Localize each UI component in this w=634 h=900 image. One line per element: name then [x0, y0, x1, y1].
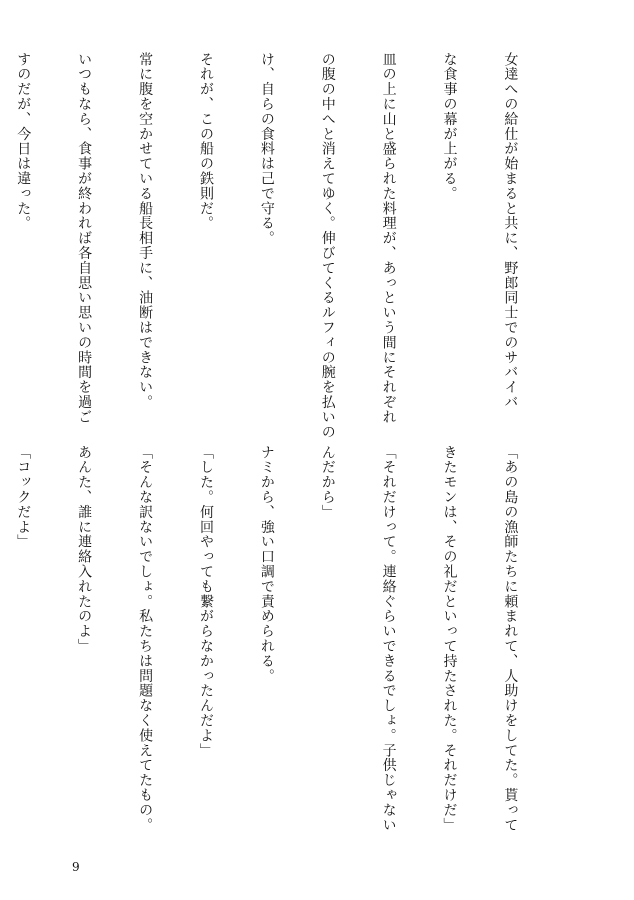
- text-column: の腹の中へと消えてゆく。伸びてくるルフィの腕を払いの: [319, 52, 336, 440]
- text-column: いつもなら、食事が終われば各自思い思いの時間を過ご: [76, 52, 93, 425]
- text-column: 「あの島の漁師たちに頼まれて、人助けをしてた。貰って: [502, 445, 519, 833]
- text-column: んだから」: [319, 445, 336, 520]
- text-column: すのだが、今日は違った。: [15, 52, 32, 231]
- text-column: な食事の幕が上がる。: [441, 52, 458, 201]
- text-column: あんた、誰に連絡入れたのよ」: [76, 445, 93, 654]
- text-column: それが、この船の鉄則だ。: [197, 52, 214, 231]
- page-number: 9: [72, 860, 80, 874]
- text-column: きたモンは、その礼だといって持たされた。それだけだ」: [441, 445, 458, 833]
- text-column: 「それだけって。連絡ぐらいできるでしょ。子供じゃない: [380, 445, 397, 833]
- upper-text-block: [15, 52, 561, 440]
- text-column: ナミから、強い口調で責められる。: [258, 445, 275, 684]
- lower-text-block: [15, 445, 561, 833]
- text-column: 常に腹を空かせている船長相手に、油断はできない。: [137, 52, 154, 410]
- text-column: 「そんな訳ないでしょ。私たちは問題なく使えてたもの。: [137, 445, 154, 833]
- text-column: 「コックだよ」: [15, 445, 32, 550]
- text-column: 「した。何回やっても繋がらなかったんだよ」: [197, 445, 214, 758]
- text-column: 女達への給仕が始まると共に、野郎同士でのサバイバ: [502, 52, 519, 410]
- text-column: 皿の上に山と盛られた料理が、あっという間にそれぞれ: [380, 52, 397, 425]
- text-column: け、自らの食料は己で守る。: [258, 52, 275, 246]
